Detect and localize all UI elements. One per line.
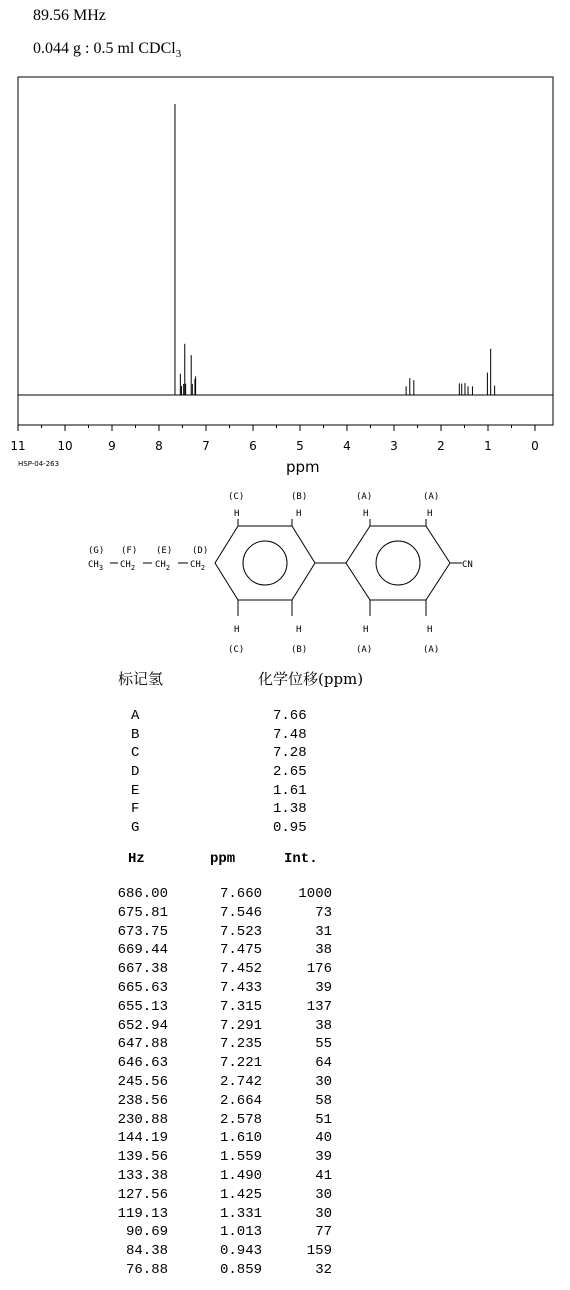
label-chain-e: (E) (156, 546, 173, 556)
peak-int: 39 (315, 980, 332, 996)
peak-hz: 652.94 (117, 1017, 168, 1034)
peak-int: 55 (315, 1036, 332, 1053)
peak-ppm: 7.475 (219, 942, 262, 959)
peak-hz: 647.88 (117, 1036, 168, 1053)
peak-ppm: 7.221 (219, 1055, 262, 1072)
x-tick-label: 2 (437, 439, 445, 453)
assignment-header-shift: 化学位移(ppm) (258, 670, 364, 688)
assignment-shift: 7.48 (273, 727, 307, 743)
x-tick-label: 10 (57, 439, 73, 453)
peak-int: 31 (315, 923, 332, 940)
assignment-shift: 0.95 (273, 820, 307, 836)
peak-int: 30 (315, 1074, 332, 1090)
hydrogen-label: H (296, 509, 302, 519)
peak-hz: 84.38 (125, 1243, 168, 1260)
peak-int: 73 (315, 904, 332, 921)
peak-int: 38 (315, 942, 332, 959)
peak-int: 64 (315, 1055, 332, 1072)
spectrometer-frequency: 89.56 MHz (33, 7, 106, 24)
x-tick-label: 6 (249, 439, 257, 453)
methylene-group: $CH_2$ (190, 560, 206, 572)
assignment-label: B (131, 727, 140, 743)
peak-ppm: 1.331 (219, 1205, 262, 1222)
peak-hz: 646.63 (117, 1055, 168, 1072)
peak-int: 30 (315, 1186, 332, 1203)
peak-int: 77 (315, 1224, 332, 1241)
header-int: Int. (284, 851, 318, 867)
peak-lines (175, 104, 495, 395)
label-chain-g: (G) (88, 546, 105, 556)
ring-right (346, 526, 450, 600)
ring-right-aromatic (376, 541, 420, 585)
molecule-structure (0, 485, 570, 685)
x-tick-label: 4 (343, 439, 351, 453)
x-tick-label: 5 (296, 439, 304, 453)
peak-ppm: 1.610 (219, 1130, 262, 1147)
peak-ppm: 0.943 (219, 1243, 262, 1260)
hydrogen-label: H (296, 625, 302, 635)
x-tick-label: 8 (155, 439, 163, 453)
label-bottom-a: (A) (423, 645, 440, 655)
hydrogen-label: H (363, 509, 369, 519)
peak-ppm: 2.742 (219, 1074, 262, 1090)
assignment-label: C (131, 745, 140, 761)
peak-int: 40 (315, 1130, 332, 1147)
peak-ppm: 7.235 (219, 1036, 262, 1053)
header-hz: Hz (128, 851, 145, 867)
x-tick-label: 11 (10, 439, 26, 453)
x-tick-label: 3 (390, 439, 398, 453)
peak-int: 176 (306, 961, 332, 978)
assignment-label: A (131, 708, 140, 724)
peak-hz: 675.81 (117, 904, 168, 921)
peak-hz: 90.69 (125, 1224, 168, 1241)
peak-hz: 119.13 (117, 1205, 168, 1222)
peak-hz: 655.13 (117, 998, 168, 1015)
peak-hz: 127.56 (117, 1186, 168, 1203)
peak-ppm: 7.433 (219, 980, 262, 996)
peak-hz: 144.19 (117, 1130, 168, 1147)
peak-int: 137 (306, 998, 332, 1015)
x-tick-label: 1 (484, 439, 492, 453)
assignment-label: F (131, 801, 140, 817)
methylene-group: $CH_2$ (155, 560, 171, 572)
assignment-label: G (131, 820, 140, 836)
label-bottom-a: (A) (356, 645, 373, 655)
peak-ppm: 7.452 (219, 961, 262, 978)
assignment-shift: 7.28 (273, 745, 307, 761)
label-chain-f: (F) (121, 546, 138, 556)
peak-ppm: 2.664 (219, 1092, 262, 1109)
methyl-group: $CH_3$ (88, 560, 104, 572)
assignment-label: E (131, 783, 140, 799)
peak-hz: 686.00 (117, 886, 168, 902)
peak-ppm: 1.013 (219, 1224, 262, 1241)
sample-text: 0.044 g : 0.5 ml CDCl (33, 40, 176, 57)
hydrogen-label: H (234, 625, 240, 635)
peak-int: 41 (315, 1168, 332, 1184)
nmr-spectrum-chart (0, 0, 570, 460)
peak-hz: 139.56 (117, 1149, 168, 1166)
peak-ppm: 2.578 (219, 1111, 262, 1128)
hydrogen-label: H (234, 509, 240, 519)
assignment-shift: 2.65 (273, 764, 307, 780)
peak-int: 38 (315, 1017, 332, 1034)
x-tick-label: 9 (108, 439, 116, 453)
peak-hz: 665.63 (117, 980, 168, 996)
peak-hz: 669.44 (117, 942, 168, 959)
hydrogen-label: H (427, 509, 433, 519)
assignment-shift: 1.38 (273, 801, 307, 817)
assignment-shift: 7.66 (273, 708, 307, 724)
ring-left-aromatic (243, 541, 287, 585)
peak-ppm: 7.546 (219, 904, 262, 921)
peak-hz: 667.38 (117, 961, 168, 978)
nitrile-label: CN (462, 560, 473, 570)
peak-int: 58 (315, 1092, 332, 1109)
peak-ppm: 7.315 (219, 998, 262, 1015)
peak-int: 30 (315, 1205, 332, 1222)
label-top-c: (C) (228, 492, 245, 502)
peak-hz: 230.88 (117, 1111, 168, 1128)
peak-ppm: 1.559 (219, 1149, 262, 1166)
plot-frame (18, 77, 553, 425)
label-bottom-c: (C) (228, 645, 245, 655)
x-tick-label: 7 (202, 439, 210, 453)
peak-hz: 245.56 (117, 1074, 168, 1090)
peak-int: 1000 (298, 886, 332, 902)
peak-hz: 673.75 (117, 923, 168, 940)
x-axis-ticks (10, 425, 538, 453)
x-axis-label: ppm (286, 458, 320, 476)
label-top-a: (A) (356, 492, 373, 502)
label-top-b: (B) (291, 492, 308, 502)
peak-int: 51 (315, 1111, 332, 1128)
peak-hz: 133.38 (117, 1168, 168, 1184)
ring-left (215, 526, 315, 600)
x-tick-label: 0 (531, 439, 539, 453)
label-chain-d: (D) (192, 546, 209, 556)
methylene-group: $CH_2$ (120, 560, 136, 572)
sample-subscript: 3 (175, 48, 182, 61)
peak-ppm: 7.291 (219, 1017, 262, 1034)
header-ppm: ppm (210, 851, 236, 867)
peak-ppm: 7.660 (219, 886, 262, 902)
hydrogen-label: H (363, 625, 369, 635)
spectrum-code: HSP-04-263 (18, 460, 60, 468)
peak-int: 39 (315, 1149, 332, 1166)
assignment-label: D (131, 764, 140, 780)
assignment-header-label: 标记氢 (118, 670, 164, 688)
peak-int: 32 (315, 1262, 332, 1278)
peak-ppm: 7.523 (219, 923, 262, 940)
peak-hz: 238.56 (117, 1092, 168, 1109)
assignment-shift: 1.61 (273, 783, 307, 799)
peak-hz: 76.88 (125, 1262, 168, 1278)
peak-ppm: 1.425 (219, 1186, 262, 1203)
peak-ppm: 0.859 (219, 1262, 262, 1278)
label-top-a: (A) (423, 492, 440, 502)
peak-ppm: 1.490 (219, 1168, 262, 1184)
hydrogen-label: H (427, 625, 433, 635)
peak-int: 159 (306, 1243, 332, 1260)
label-bottom-b: (B) (291, 645, 308, 655)
